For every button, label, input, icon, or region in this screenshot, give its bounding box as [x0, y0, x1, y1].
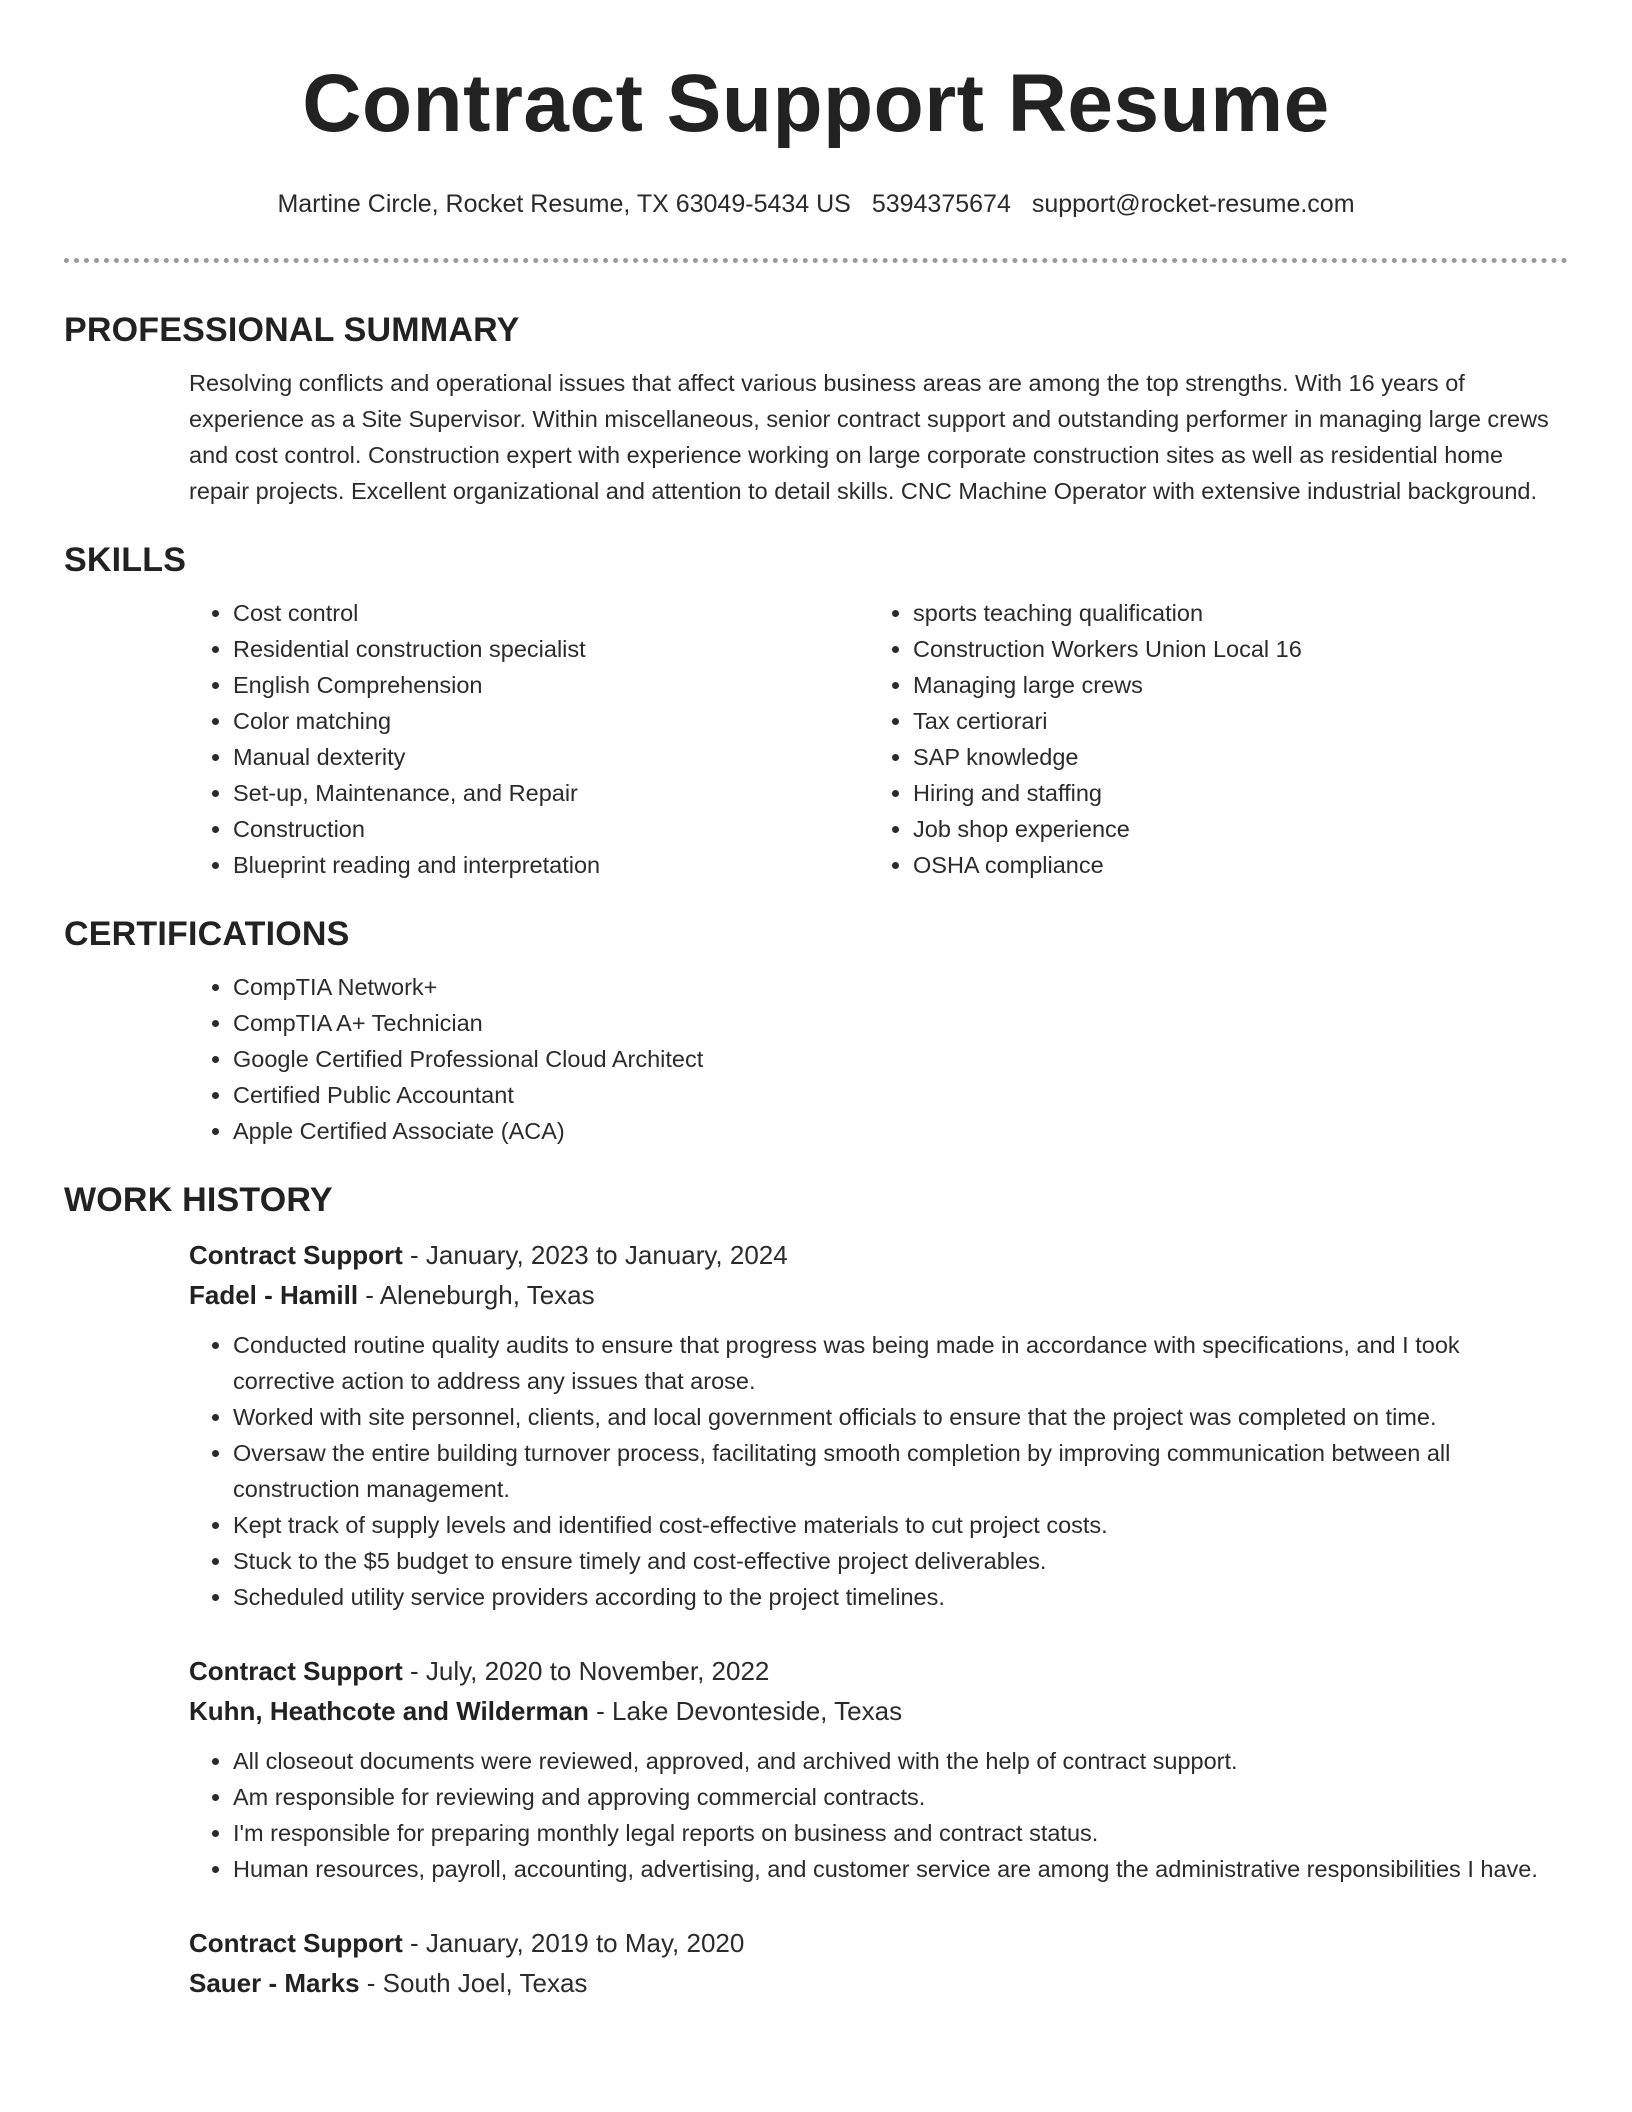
- job-entry: [189, 1651, 1568, 1887]
- skill-item: • Blueprint reading and interpretation: [233, 847, 869, 883]
- skill-item: • Construction Workers Union Local 16: [913, 631, 1549, 667]
- skill-item: • sports teaching qualification: [913, 595, 1549, 631]
- job-role: Contract Support: [189, 1928, 403, 1958]
- contact-email: support@rocket-resume.com: [1031, 190, 1355, 218]
- contact-phone: 5394375674: [871, 190, 1011, 218]
- job-duties-list: [189, 1327, 1568, 1615]
- job-role: Contract Support: [189, 1240, 403, 1270]
- certification-item: • Apple Certified Associate (ACA): [233, 1113, 1568, 1149]
- job-entry: [189, 1923, 1568, 2003]
- job-duty: • Scheduled utility service providers according to the project timelines.: [233, 1579, 1568, 1615]
- summary-heading: PROFESSIONAL SUMMARY: [64, 311, 520, 349]
- job-title-line: [189, 1923, 1568, 1963]
- job-duty: • All closeout documents were reviewed, approved, and archived with the help of contract support.: [233, 1743, 1568, 1779]
- skill-item: • Cost control: [233, 595, 869, 631]
- job-duty: • Stuck to the $5 budget to ensure timely and cost-effective project deliverables.: [233, 1543, 1568, 1579]
- job-duty: • Worked with site personnel, clients, and local government officials to ensure that the project was completed on time.: [233, 1399, 1568, 1435]
- skill-item: • OSHA compliance: [913, 847, 1549, 883]
- job-company: Sauer - Marks: [189, 1968, 360, 1998]
- job-location: - South Joel, Texas: [359, 1968, 588, 1998]
- job-duty: • Oversaw the entire building turnover process, facilitating smooth completion by improving communication between all construction management.: [233, 1435, 1568, 1507]
- skill-item: • Tax certiorari: [913, 703, 1549, 739]
- summary-body: [189, 365, 1568, 509]
- job-location: - Aleneburgh, Texas: [358, 1280, 595, 1310]
- skills-section: [0, 539, 1632, 883]
- work-history-heading: WORK HISTORY: [64, 1181, 333, 1219]
- job-company: Kuhn, Heathcote and Wilderman: [189, 1696, 589, 1726]
- job-role: Contract Support: [189, 1656, 403, 1686]
- skills-heading: SKILLS: [64, 541, 187, 579]
- work-history-section: [0, 1179, 1632, 2003]
- summary-section: [0, 309, 1632, 509]
- skill-item: • Hiring and staffing: [913, 775, 1549, 811]
- job-company-line: [189, 1275, 1568, 1315]
- certifications-list: [189, 969, 1568, 1149]
- job-duty: • I'm responsible for preparing monthly legal reports on business and contract status.: [233, 1815, 1568, 1851]
- skill-item: • English Comprehension: [233, 667, 869, 703]
- skill-item: • Manual dexterity: [233, 739, 869, 775]
- job-duties-list: [189, 1743, 1568, 1887]
- skills-body: [189, 595, 1568, 883]
- certification-item: • CompTIA Network+: [233, 969, 1568, 1005]
- skill-item: • Color matching: [233, 703, 869, 739]
- contact-line: [0, 188, 1632, 220]
- job-title-line: [189, 1235, 1568, 1275]
- job-dates: - January, 2019 to May, 2020: [402, 1928, 745, 1958]
- certifications-body: [189, 969, 1568, 1149]
- job-duty: • Human resources, payroll, accounting, advertising, and customer service are among the administrative responsibilities I have.: [233, 1851, 1568, 1887]
- skills-column-left: [189, 595, 869, 883]
- job-dates: - January, 2023 to January, 2024: [402, 1240, 788, 1270]
- summary-text: Resolving conflicts and operational issues that affect various business areas are among the top strengths. With 16 years of experience as a Site Supervisor. Within miscellaneous, senior contract support and outstanding performer in managing large crews and cost control. Construction expert with experience working on large corporate construction sites as well as residential home repair projects. Excellent organizational and attention to detail skills. CNC Machine Operator with extensive industrial background.: [189, 370, 1549, 504]
- job-company-line: [189, 1963, 1568, 2003]
- resume-header: [0, 0, 1632, 220]
- job-duty: • Kept track of supply levels and identified cost-effective materials to cut project costs.: [233, 1507, 1568, 1543]
- skill-item: • Construction: [233, 811, 869, 847]
- skill-item: • Residential construction specialist: [233, 631, 869, 667]
- resume-title: Contract Support Resume: [302, 58, 1330, 149]
- job-location: - Lake Devonteside, Texas: [588, 1696, 903, 1726]
- certification-item: • CompTIA A+ Technician: [233, 1005, 1568, 1041]
- job-title-line: [189, 1651, 1568, 1691]
- certifications-section: [0, 913, 1632, 1149]
- skills-list-right: [869, 595, 1549, 883]
- certifications-heading: CERTIFICATIONS: [64, 915, 350, 953]
- work-history-body: [189, 1235, 1568, 2003]
- job-duty: • Conducted routine quality audits to ensure that progress was being made in accordance with specifications, and I took corrective action to address any issues that arose.: [233, 1327, 1568, 1399]
- certification-item: • Google Certified Professional Cloud Architect: [233, 1041, 1568, 1077]
- job-entry: [189, 1235, 1568, 1615]
- certification-item: • Certified Public Accountant: [233, 1077, 1568, 1113]
- job-company: Fadel - Hamill: [189, 1280, 359, 1310]
- job-dates: - July, 2020 to November, 2022: [402, 1656, 770, 1686]
- skills-column-right: [869, 595, 1549, 883]
- job-duty: • Am responsible for reviewing and approving commercial contracts.: [233, 1779, 1568, 1815]
- header-divider: [64, 258, 1568, 263]
- skill-item: • Managing large crews: [913, 667, 1549, 703]
- contact-address: Martine Circle, Rocket Resume, TX 63049-5434 US: [277, 190, 851, 218]
- job-company-line: [189, 1691, 1568, 1731]
- skills-list-left: [189, 595, 869, 883]
- skill-item: • Set-up, Maintenance, and Repair: [233, 775, 869, 811]
- skill-item: • SAP knowledge: [913, 739, 1549, 775]
- skill-item: • Job shop experience: [913, 811, 1549, 847]
